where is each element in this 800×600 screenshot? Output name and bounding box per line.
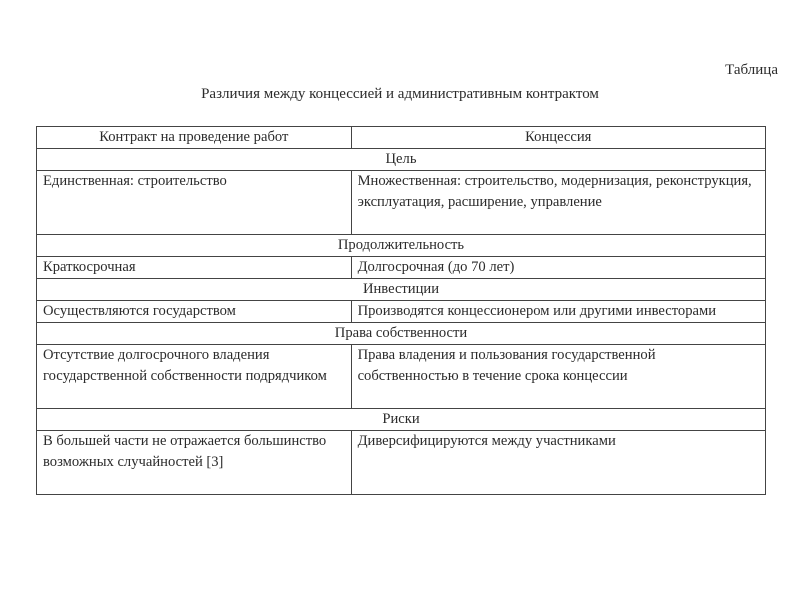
table-label: Таблица (725, 62, 778, 78)
header-contract: Контракт на проведение работ (37, 127, 352, 149)
comparison-table (36, 126, 766, 495)
table-row (37, 171, 766, 235)
section-row (37, 235, 766, 257)
section-row (37, 149, 766, 171)
contract-cell: Осуществляются государством (37, 301, 352, 323)
table-title: Различия между концессией и административным контрактом (201, 86, 599, 102)
table-row (37, 431, 766, 495)
section-heading-risks: Риски (37, 409, 766, 431)
section-row (37, 323, 766, 345)
section-heading-duration: Продолжительность (37, 235, 766, 257)
concession-cell: Производятся концессионером или другими инвесторами (351, 301, 765, 323)
table-row (37, 301, 766, 323)
header-row (37, 127, 766, 149)
contract-cell: Единственная: строительство (37, 171, 352, 235)
contract-cell: Отсутствие долгосрочного владения государственной собственности подрядчиком (37, 345, 352, 409)
concession-cell: Права владения и пользования государственной собственностью в течение срока концессии (351, 345, 765, 409)
concession-cell: Долгосрочная (до 70 лет) (351, 257, 765, 279)
section-row (37, 409, 766, 431)
table-row (37, 257, 766, 279)
section-heading-ownership: Права собственности (37, 323, 766, 345)
section-heading-goal: Цель (37, 149, 766, 171)
contract-cell: В большей части не отражается большинство возможных случайностей [3] (37, 431, 352, 495)
table-row (37, 345, 766, 409)
header-concession: Концессия (351, 127, 765, 149)
concession-cell: Множественная: строительство, модернизация, реконструкция, эксплуатация, расширение, управление (351, 171, 765, 235)
section-row (37, 279, 766, 301)
section-heading-investment: Инвестиции (37, 279, 766, 301)
concession-cell: Диверсифицируются между участниками (351, 431, 765, 495)
contract-cell: Краткосрочная (37, 257, 352, 279)
